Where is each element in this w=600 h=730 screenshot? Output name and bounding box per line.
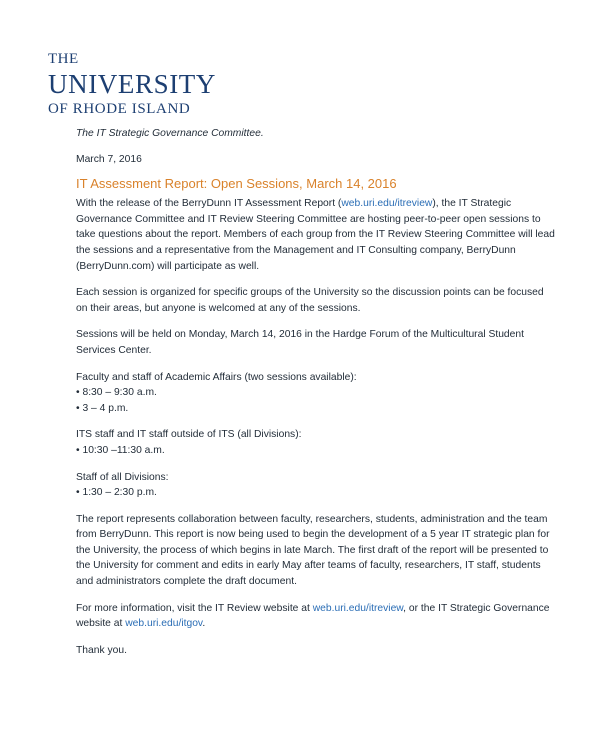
session-time: • 10:30 –11:30 a.m. (76, 444, 165, 456)
session-time: • 3 – 4 p.m. (76, 402, 129, 414)
letter-body (76, 126, 556, 669)
intro-text-rest: ), the IT Strategic Governance Committee and IT Review Steering Committee are hosting peer-to-peer open sessions to take questions about the report. Members of each group from the IT Review Steering Committee will lead the sessions and a representative from the Management and IT Consulting company, BerryDunn (BerryDunn.com) will participate as well. (76, 198, 555, 272)
paragraph-sessions-location: Sessions will be held on Monday, March 14, 2016 in the Hardge Forum of the Multicultural Student Services Center. (76, 329, 524, 356)
letter-date: March 7, 2016 (76, 153, 142, 165)
closing-thank-you: Thank you. (76, 644, 127, 656)
session-group-heading: ITS staff and IT staff outside of ITS (all Divisions): (76, 429, 302, 441)
more-info-text: For more information, visit the IT Review website at (76, 602, 313, 614)
session-group-staff (76, 470, 556, 501)
session-time: • 8:30 – 9:30 a.m. (76, 387, 157, 399)
logo-line-university: UNIVERSITY (48, 69, 216, 99)
committee-line: The IT Strategic Governance Committee. (76, 128, 264, 139)
more-info-text: . (202, 618, 206, 630)
session-time: • 1:30 – 2:30 p.m. (76, 487, 157, 499)
more-info-text: , or the IT Strategic Governance website at (76, 602, 550, 630)
university-logo (48, 52, 216, 117)
itreview-link[interactable]: web.uri.edu/itreview (341, 198, 433, 210)
paragraph-sessions-organized: Each session is organized for specific groups of the University so the discussion points can be focused on their areas, but anyone is welcomed at any of the sessions. (76, 287, 544, 314)
session-group-academic (76, 370, 556, 417)
itgov-link[interactable]: web.uri.edu/itgov (125, 618, 203, 630)
paragraph-more-info (76, 601, 556, 632)
report-title: IT Assessment Report: Open Sessions, March 14, 2016 (76, 176, 397, 192)
paragraph-collaboration: The report represents collaboration between faculty, researchers, students, administration and the team from BerryDunn. This report is now being used to begin the development of a 5 year IT strategic plan for the University, the process of which begins in late March. The first draft of the report will be presented to the University for comment and edits in early May after teams of faculty, researchers, IT staff, students and administrators complete the draft document. (76, 513, 550, 588)
session-group-its (76, 427, 556, 458)
logo-line-the: THE (48, 51, 79, 67)
session-group-heading: Faculty and staff of Academic Affairs (two sessions available): (76, 371, 357, 383)
itreview-link[interactable]: web.uri.edu/itreview (312, 602, 404, 614)
session-group-heading: Staff of all Divisions: (76, 471, 169, 483)
logo-line-rhode-island: OF RHODE ISLAND (48, 101, 191, 117)
paragraph-intro (76, 196, 556, 274)
intro-text-start: With the release of the BerryDunn IT Assessment Report ( (76, 198, 342, 210)
